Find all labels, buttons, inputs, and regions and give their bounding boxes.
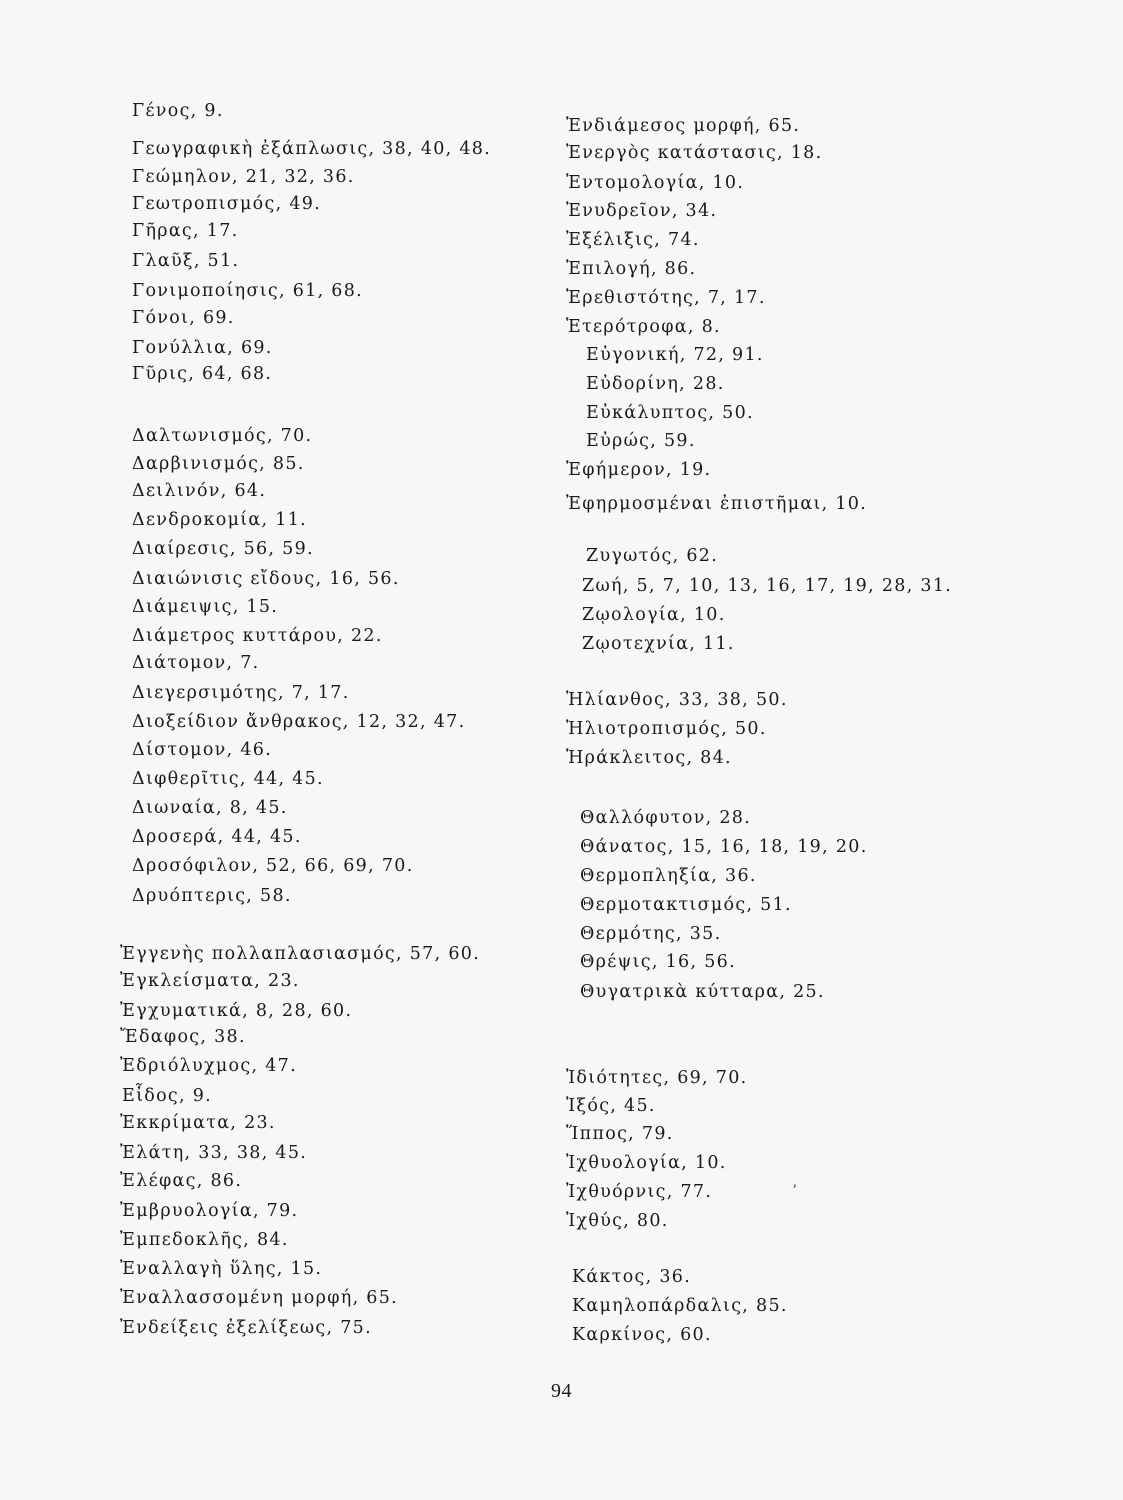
index-entry: Ἐφηρμοσμέναι ἐπιστῆμαι, 10. — [566, 494, 868, 514]
index-entry: Ἐδριόλυχμος, 47. — [120, 1056, 297, 1076]
index-entry: Ἰδιότητες, 69, 70. — [566, 1068, 748, 1088]
index-entry: Θερμοτακτισμός, 51. — [580, 895, 792, 915]
index-entry: Ἐμπεδοκλῆς, 84. — [120, 1230, 289, 1250]
index-entry: Δαρβινισμός, 85. — [132, 454, 305, 474]
index-entry: Θυγατρικὰ κύτταρα, 25. — [580, 982, 825, 1002]
index-entry: Ἐπιλογή, 86. — [566, 259, 697, 279]
index-entry: Δίστομον, 46. — [132, 740, 273, 760]
index-entry: Ἐλέφας, 86. — [120, 1171, 243, 1191]
index-entry: Θρέψις, 16, 56. — [580, 952, 736, 972]
index-entry: Ἐκκρίματα, 23. — [120, 1113, 276, 1133]
index-entry: Ζυγωτός, 62. — [586, 546, 719, 566]
index-entry: Ἰχθυόρνις, 77. — [566, 1182, 713, 1202]
index-entry: Γεώμηλον, 21, 32, 36. — [132, 167, 355, 187]
index-entry: Δροσερά, 44, 45. — [132, 827, 302, 847]
index-entry: Καρκίνος, 60. — [572, 1325, 712, 1345]
index-entry: Εἶδος, 9. — [122, 1086, 213, 1106]
index-entry: Γεωγραφικὴ ἐξάπλωσις, 38, 40, 48. — [132, 139, 492, 159]
index-entry: Ἡράκλειτος, 84. — [566, 748, 732, 768]
index-entry: Ἰξός, 45. — [566, 1096, 656, 1116]
index-entry: Ἐναλλαγὴ ὕλης, 15. — [120, 1259, 323, 1279]
index-entry: Ἐγκλείσματα, 23. — [120, 971, 300, 991]
ink-speck: ʼ — [792, 1183, 797, 1199]
index-entry: Γλαῦξ, 51. — [132, 251, 240, 271]
index-entry: Δειλινόν, 64. — [132, 481, 267, 501]
index-entry: Γεωτροπισμός, 49. — [132, 194, 322, 214]
index-entry: Διάμειψις, 15. — [132, 597, 279, 617]
index-entry: Ἐναλλασσομένη μορφή, 65. — [120, 1288, 399, 1308]
index-entry: Εὐδορίνη, 28. — [586, 374, 725, 394]
index-entry: Ζωή, 5, 7, 10, 13, 16, 17, 19, 28, 31. — [582, 576, 953, 596]
index-entry: Ἐξέλιξις, 74. — [566, 230, 700, 250]
index-entry: Δενδροκομία, 11. — [132, 510, 307, 530]
index-entry: Ἐρεθιστότης, 7, 17. — [566, 288, 766, 308]
index-entry: Ἐνεργὸς κατάστασις, 18. — [566, 143, 823, 163]
index-entry: Ἵππος, 79. — [566, 1124, 674, 1144]
index-entry: Ἐλάτη, 33, 38, 45. — [120, 1143, 308, 1163]
index-entry: Διοξείδιον ἄνθρακος, 12, 32, 47. — [132, 712, 466, 732]
index-entry: Ἰχθύς, 80. — [566, 1211, 669, 1231]
index-entry: Ἐφήμερον, 19. — [566, 460, 712, 480]
index-entry: Εὐγονική, 72, 91. — [586, 345, 764, 365]
index-entry: Γῦρις, 64, 68. — [132, 364, 273, 384]
index-entry: Ζῳοτεχνία, 11. — [582, 634, 735, 654]
index-entry: Ἐνδιάμεσος μορφή, 65. — [566, 116, 801, 136]
index-entry: Ἔδαφος, 38. — [120, 1027, 246, 1047]
index-entry: Θερμοπληξία, 36. — [580, 866, 757, 886]
index-entry: Ἐμβρυολογία, 79. — [120, 1201, 299, 1221]
index-entry: Ζῳολογία, 10. — [582, 605, 726, 625]
index-entry: Δρυόπτερις, 58. — [132, 886, 292, 906]
index-entry: Γονιμοποίησις, 61, 68. — [132, 281, 364, 301]
index-entry: Διαιώνισις εἴδους, 16, 56. — [132, 569, 400, 589]
index-entry: Ἡλιοτροπισμός, 50. — [566, 719, 767, 739]
page-number: 94 — [551, 1380, 572, 1402]
index-entry: Ἐνυδρεῖον, 34. — [566, 201, 718, 221]
index-entry: Ἰχθυολογία, 10. — [566, 1153, 727, 1173]
index-entry: Ἐγχυματικά, 8, 28, 60. — [120, 1001, 353, 1021]
index-entry: Εὐκάλυπτος, 50. — [586, 403, 754, 423]
index-entry: Διφθερῖτις, 44, 45. — [132, 769, 324, 789]
index-entry: Διάτομον, 7. — [132, 653, 260, 673]
index-entry: Ἐνδείξεις ἐξελίξεως, 75. — [120, 1318, 372, 1338]
index-entry: Διαίρεσις, 56, 59. — [132, 539, 314, 559]
index-entry: Ἡλίανθος, 33, 38, 50. — [566, 690, 788, 710]
index-entry: Καμηλοπάρδαλις, 85. — [572, 1296, 788, 1316]
index-entry: Δαλτωνισμός, 70. — [132, 426, 313, 446]
index-entry: Ἐγγενὴς πολλαπλασιασμός, 57, 60. — [120, 944, 481, 964]
index-entry: Θερμότης, 35. — [580, 924, 722, 944]
index-entry: Γῆρας, 17. — [132, 221, 239, 241]
index-entry: Ἑτερότροφα, 8. — [566, 317, 721, 337]
index-entry: Εὐρώς, 59. — [586, 431, 696, 451]
index-entry: Διωναία, 8, 45. — [132, 798, 288, 818]
index-entry: Διεγερσιμότης, 7, 17. — [132, 683, 350, 703]
index-entry: Θαλλόφυτον, 28. — [580, 808, 752, 828]
index-entry: Γονύλλια, 69. — [132, 338, 273, 358]
index-entry: Δροσόφιλον, 52, 66, 69, 70. — [132, 856, 414, 876]
index-entry: Διάμετρος κυττάρου, 22. — [132, 626, 383, 646]
index-entry: Θάνατος, 15, 16, 18, 19, 20. — [580, 837, 868, 857]
index-entry: Γένος, 9. — [132, 101, 224, 121]
index-entry: Κάκτος, 36. — [572, 1267, 692, 1287]
index-entry: Ἐντομολογία, 10. — [566, 173, 745, 193]
index-entry: Γόνοι, 69. — [132, 308, 235, 328]
